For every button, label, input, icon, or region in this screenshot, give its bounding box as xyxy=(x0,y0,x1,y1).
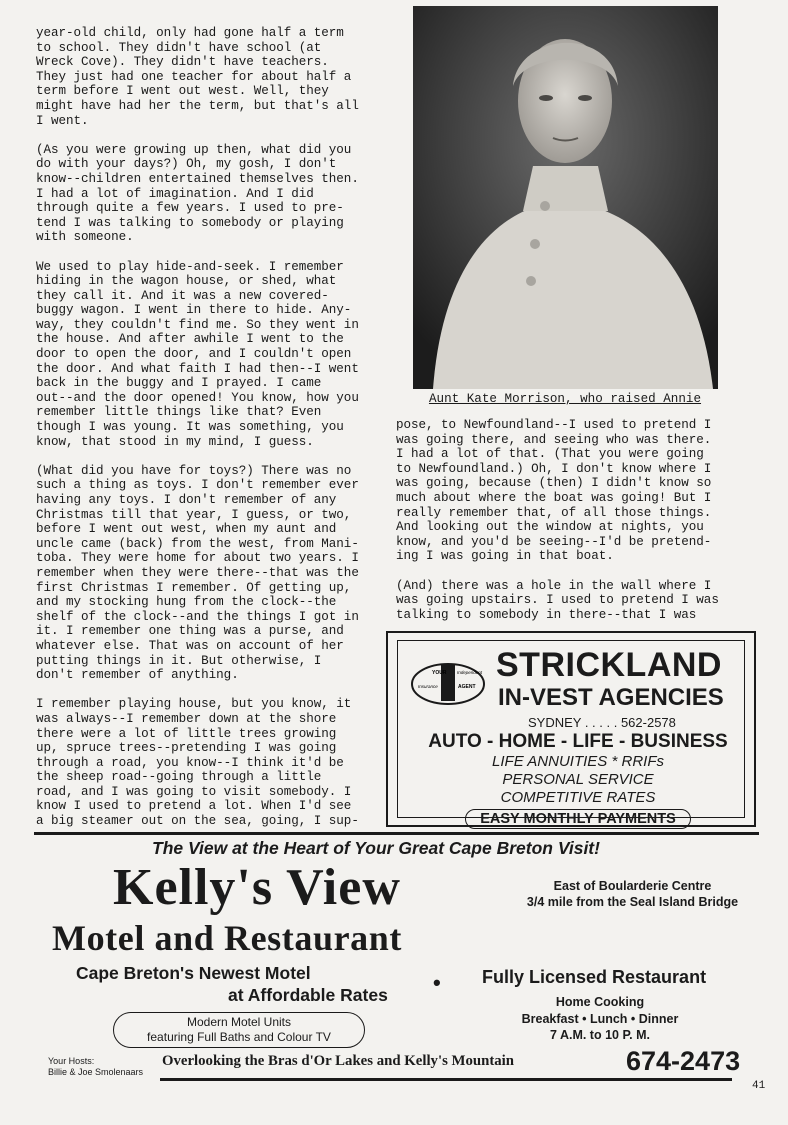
article-left-column xyxy=(36,26,381,843)
strickland-line: PERSONAL SERVICE xyxy=(502,771,654,788)
units-line: featuring Full Baths and Colour TV xyxy=(147,1030,331,1044)
article-paragraph: year-old child, only had gone half a term to school. They didn't have school (at Wreck Cove). They didn't have teachers. They just had one teacher for about half a term before I went out west. Well, they might have had her the term, but that's all I went. xyxy=(36,26,359,128)
logo-text: AGENT xyxy=(458,684,476,690)
strickland-title: STRICKLAND xyxy=(496,646,722,684)
strickland-line: AUTO - HOME - LIFE - BUSINESS xyxy=(428,731,728,752)
kelly-hosts xyxy=(48,1056,143,1078)
kelly-overlooking: Overlooking the Bras d'Or Lakes and Kelly's Mountain xyxy=(162,1053,515,1069)
kelly-phone: 674-2473 xyxy=(626,1046,741,1076)
payments-badge: EASY MONTHLY PAYMENTS xyxy=(465,809,691,829)
strickland-advertisement xyxy=(386,631,756,827)
independent-agent-logo xyxy=(408,659,488,709)
logo-text: YOUR xyxy=(432,670,447,676)
kelly-meals xyxy=(480,994,720,1044)
units-line: Modern Motel Units xyxy=(186,1015,292,1029)
strickland-services xyxy=(408,731,748,829)
location-line: East of Boularderie Centre xyxy=(553,879,712,893)
location-line: 3/4 mile from the Seal Island Bridge xyxy=(526,895,739,909)
strickland-subtitle: IN-VEST AGENCIES xyxy=(498,684,724,711)
article-paragraph: (What did you have for toys?) There was no such a thing as toys. I don't remember ever having any toys. I don't remember of any Christmas till that year, I guess, or two, before I went out west, when my aunt and uncle came (back) from the west, from Mani- toba. They were home for about two years. I remember when they were there--that was the first Christmas I remember. Of getting up, and my stocking hung from the clock--the shelf of the clock--and the things I got in it. I remember one thing was a purse, and whatever else. That was on account of her putting things in it. But otherwise, I don't remember of anything. xyxy=(36,463,359,683)
strickland-phone: SYDNEY . . . . . 562-2578 xyxy=(528,715,676,730)
kelly-affordable: at Affordable Rates xyxy=(228,985,388,1005)
meals-line: 7 A.M. to 10 P. M. xyxy=(549,1028,651,1042)
meals-line: Home Cooking xyxy=(555,995,645,1009)
kelly-units-badge xyxy=(113,1012,365,1048)
logo-text: Insurance xyxy=(418,684,438,689)
article-paragraph: (As you were growing up then, what did you do with your days?) Oh, my gosh, I don't know--children entertained themselves then. I had a lot of imagination. And I did through quite a few years. I used to pre- tend I was talking to somebody or playing with someone. xyxy=(36,142,359,245)
strickland-line: LIFE ANNUITIES * RRIFs xyxy=(492,753,664,770)
divider xyxy=(34,832,759,835)
kelly-tagline: The View at the Heart of Your Great Cape Breton Visit! xyxy=(152,838,600,858)
kelly-motel-heading: Motel and Restaurant xyxy=(52,918,402,958)
bullet-icon: • xyxy=(433,970,441,995)
hosts-names: Billie & Joe Smolenaars xyxy=(48,1067,144,1077)
divider xyxy=(160,1078,732,1081)
logo-text: Independent xyxy=(457,670,483,675)
meals-line: Breakfast • Lunch • Dinner xyxy=(521,1011,679,1026)
hosts-label: Your Hosts: xyxy=(48,1056,95,1066)
article-right-column xyxy=(396,418,736,637)
page-number: 41 xyxy=(752,1080,766,1092)
article-paragraph: I remember playing house, but you know, it was always--I remember down at the shore there were a lot of little trees growing up, spruce trees--pretending I was going through a road, you know--I think it'd be the sheep road--going through a little road, and I was going to visit somebody. I know I used to pretend a lot. When I'd see a big steamer out on the sea, going, I sup- xyxy=(36,697,359,829)
article-paragraph: pose, to Newfoundland--I used to pretend I was going there, and seeing who was there. I had a lot of that. (That you were going to Newfoundland.) Oh, I don't know where I was going, because (then) I didn't know so much about where the boat was going! But I really remember that, of all those things. And looking out the window at nights, you know, and you'd be seeing--I'd be pretend- ing I was going in that boat. xyxy=(396,418,712,564)
kelly-restaurant: Fully Licensed Restaurant xyxy=(482,967,707,987)
article-paragraph: (And) there was a hole in the wall where I was going upstairs. I used to pretend I was talking to somebody in there--that I was xyxy=(396,578,719,622)
strickland-line: COMPETITIVE RATES xyxy=(500,789,656,806)
portrait-photo xyxy=(413,6,718,389)
kelly-name: Kelly's View xyxy=(113,859,401,916)
article-paragraph: We used to play hide-and-seek. I remember hiding in the wagon house, or shed, what they call it. And it was a new covered- buggy wagon. I went in there to hide. Any- way, they couldn't find me. So they went in the house. And after awhile I went to the door to open the door, and I couldn't open the door. And what faith I had then--I went back in the buggy and I prayed. I came out--and the door opened! You know, how you remember little things like that? Even though I was young. It was something, you know, that stood in my mind, I guess. xyxy=(36,259,359,449)
photo-caption: Aunt Kate Morrison, who raised Annie xyxy=(428,392,702,406)
kelly-newest: Cape Breton's Newest Motel xyxy=(76,963,311,983)
kelly-location xyxy=(520,878,745,910)
